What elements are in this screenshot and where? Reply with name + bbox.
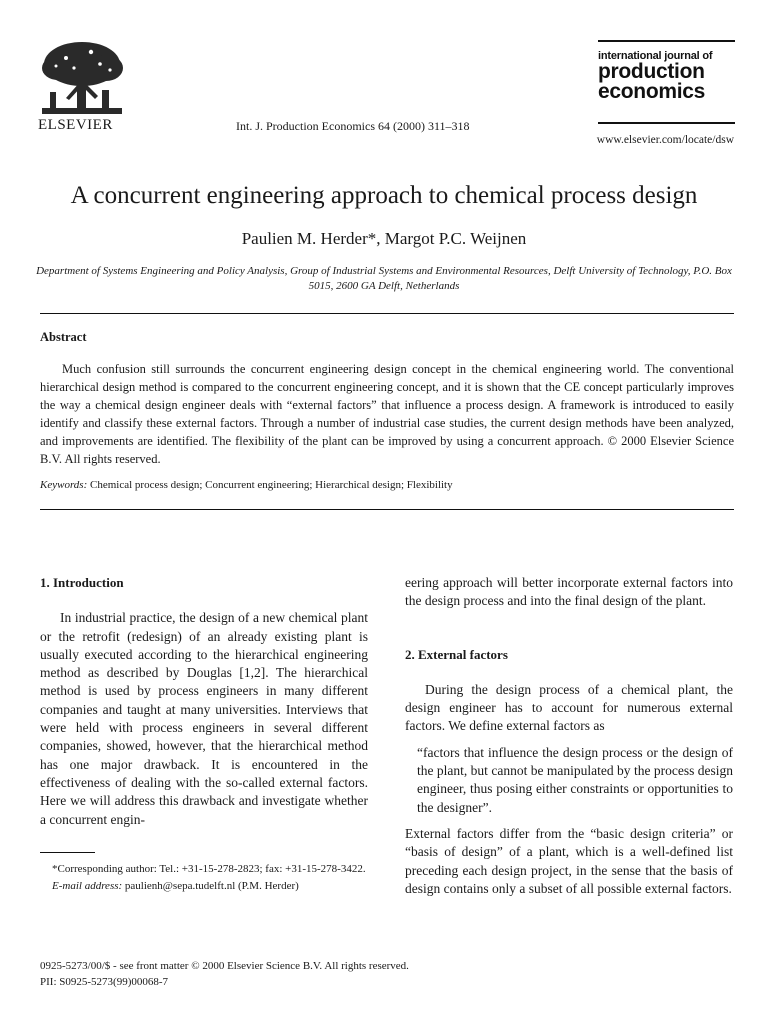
section-2-paragraph-1: During the design process of a chemical plant, the design engineer has to account for numerous external factors. We define external factors as <box>405 681 733 734</box>
journal-name-line1: production <box>598 60 705 83</box>
abstract-text: Much confusion still surrounds the concurrent engineering design concept in the chemical engineering world. The conventional hierarchical design method is compared to the concurrent engineering concept, and it is shown that the CE concept particularly improves the way a chemical design engineer deals with “external factors” that influence a process design. A framework is introduced to easily identify and classify these external factors. Through a number of industrial case studies, the current design methods have been analyzed, and improvements are identified. The flexibility of the plant can be improved by using a concurrent approach. © 2000 Elsevier Science B.V. All rights reserved. <box>40 362 734 466</box>
journal-rule-top <box>598 40 735 42</box>
elsevier-tree-logo <box>36 38 128 118</box>
right-column <box>405 574 733 898</box>
footnote-rule <box>40 852 95 853</box>
section-1-paragraph: In industrial practice, the design of a new chemical plant or the retrofit (redesign) of an already existing plant is usually executed according to the hierarchical engineering method as described by Douglas [1,2]. The hierarchical method is used by process engineers in many different companies and taught at many universities. Interviews that were held with process engineers in several different companies, showed, however, that the hierarchical method has one major drawback. It is encountered in the effectiveness of dealing with the so-called external factors. Here we will address this drawback and investigate whether a concurrent engin- <box>40 610 368 827</box>
journal-logo <box>598 50 738 102</box>
abstract-heading: Abstract <box>40 330 87 344</box>
footnote <box>40 861 368 895</box>
section-2-paragraph-2: External factors differ from the “basic design criteria” or “basis of design” of a plant, which is a well-defined list preceding each design project, in the sense that the basis of design contains only a subset of all possible external factors. <box>405 825 733 896</box>
front-matter-line: 0925-5273/00/$ - see front matter © 2000 Elsevier Science B.V. All rights reserved. <box>40 960 409 972</box>
keywords-label: Keywords: <box>40 479 88 491</box>
abstract-rule-top <box>40 313 734 314</box>
article-authors: Paulien M. Herder*, Margot P.C. Weijnen <box>241 229 527 248</box>
email-line <box>40 878 368 895</box>
journal-rule-bottom <box>598 122 735 124</box>
left-column <box>40 574 368 829</box>
copyright-info <box>40 958 409 990</box>
journal-name-line2: economics <box>598 80 706 103</box>
journal-citation: Int. J. Production Economics 64 (2000) 311–318 <box>236 119 470 133</box>
keywords <box>40 479 734 491</box>
article-title: A concurrent engineering approach to chemical process design <box>70 182 698 209</box>
section-2-heading: 2. External factors <box>405 646 508 662</box>
journal-name-top: international journal of <box>598 50 713 62</box>
keywords-list: Chemical process design; Concurrent engineering; Hierarchical design; Flexibility <box>90 479 453 491</box>
section-1-continuation: eering approach will better incorporate external factors into the design process and into the final design of the plant. <box>405 575 733 609</box>
email-label: E-mail address: <box>52 880 123 892</box>
abstract-rule-bottom <box>40 509 734 510</box>
pii-line: PII: S0925-5273(99)00068-7 <box>40 976 169 988</box>
corresponding-author: *Corresponding author: Tel.: +31-15-278-2823; fax: +31-15-278-3422. <box>52 863 366 875</box>
email-address: paulienh@sepa.tudelft.nl (P.M. Herder) <box>124 880 299 892</box>
journal-url: www.elsevier.com/locate/dsw <box>596 134 734 146</box>
publisher-name: ELSEVIER <box>38 117 113 133</box>
author-affiliation: Department of Systems Engineering and Policy Analysis, Group of Industrial Systems and Environmental Resources, Delft University of Technology, P.O. Box 5015, 2600 GA Delft, Netherlands <box>36 265 732 292</box>
section-1-heading: 1. Introduction <box>40 575 124 590</box>
external-factors-definition: “factors that influence the design process or the design of the plant, but cannot be manipulated by the process design engineer, thus posing either constraints or opportunities to the designer”. <box>417 744 733 815</box>
